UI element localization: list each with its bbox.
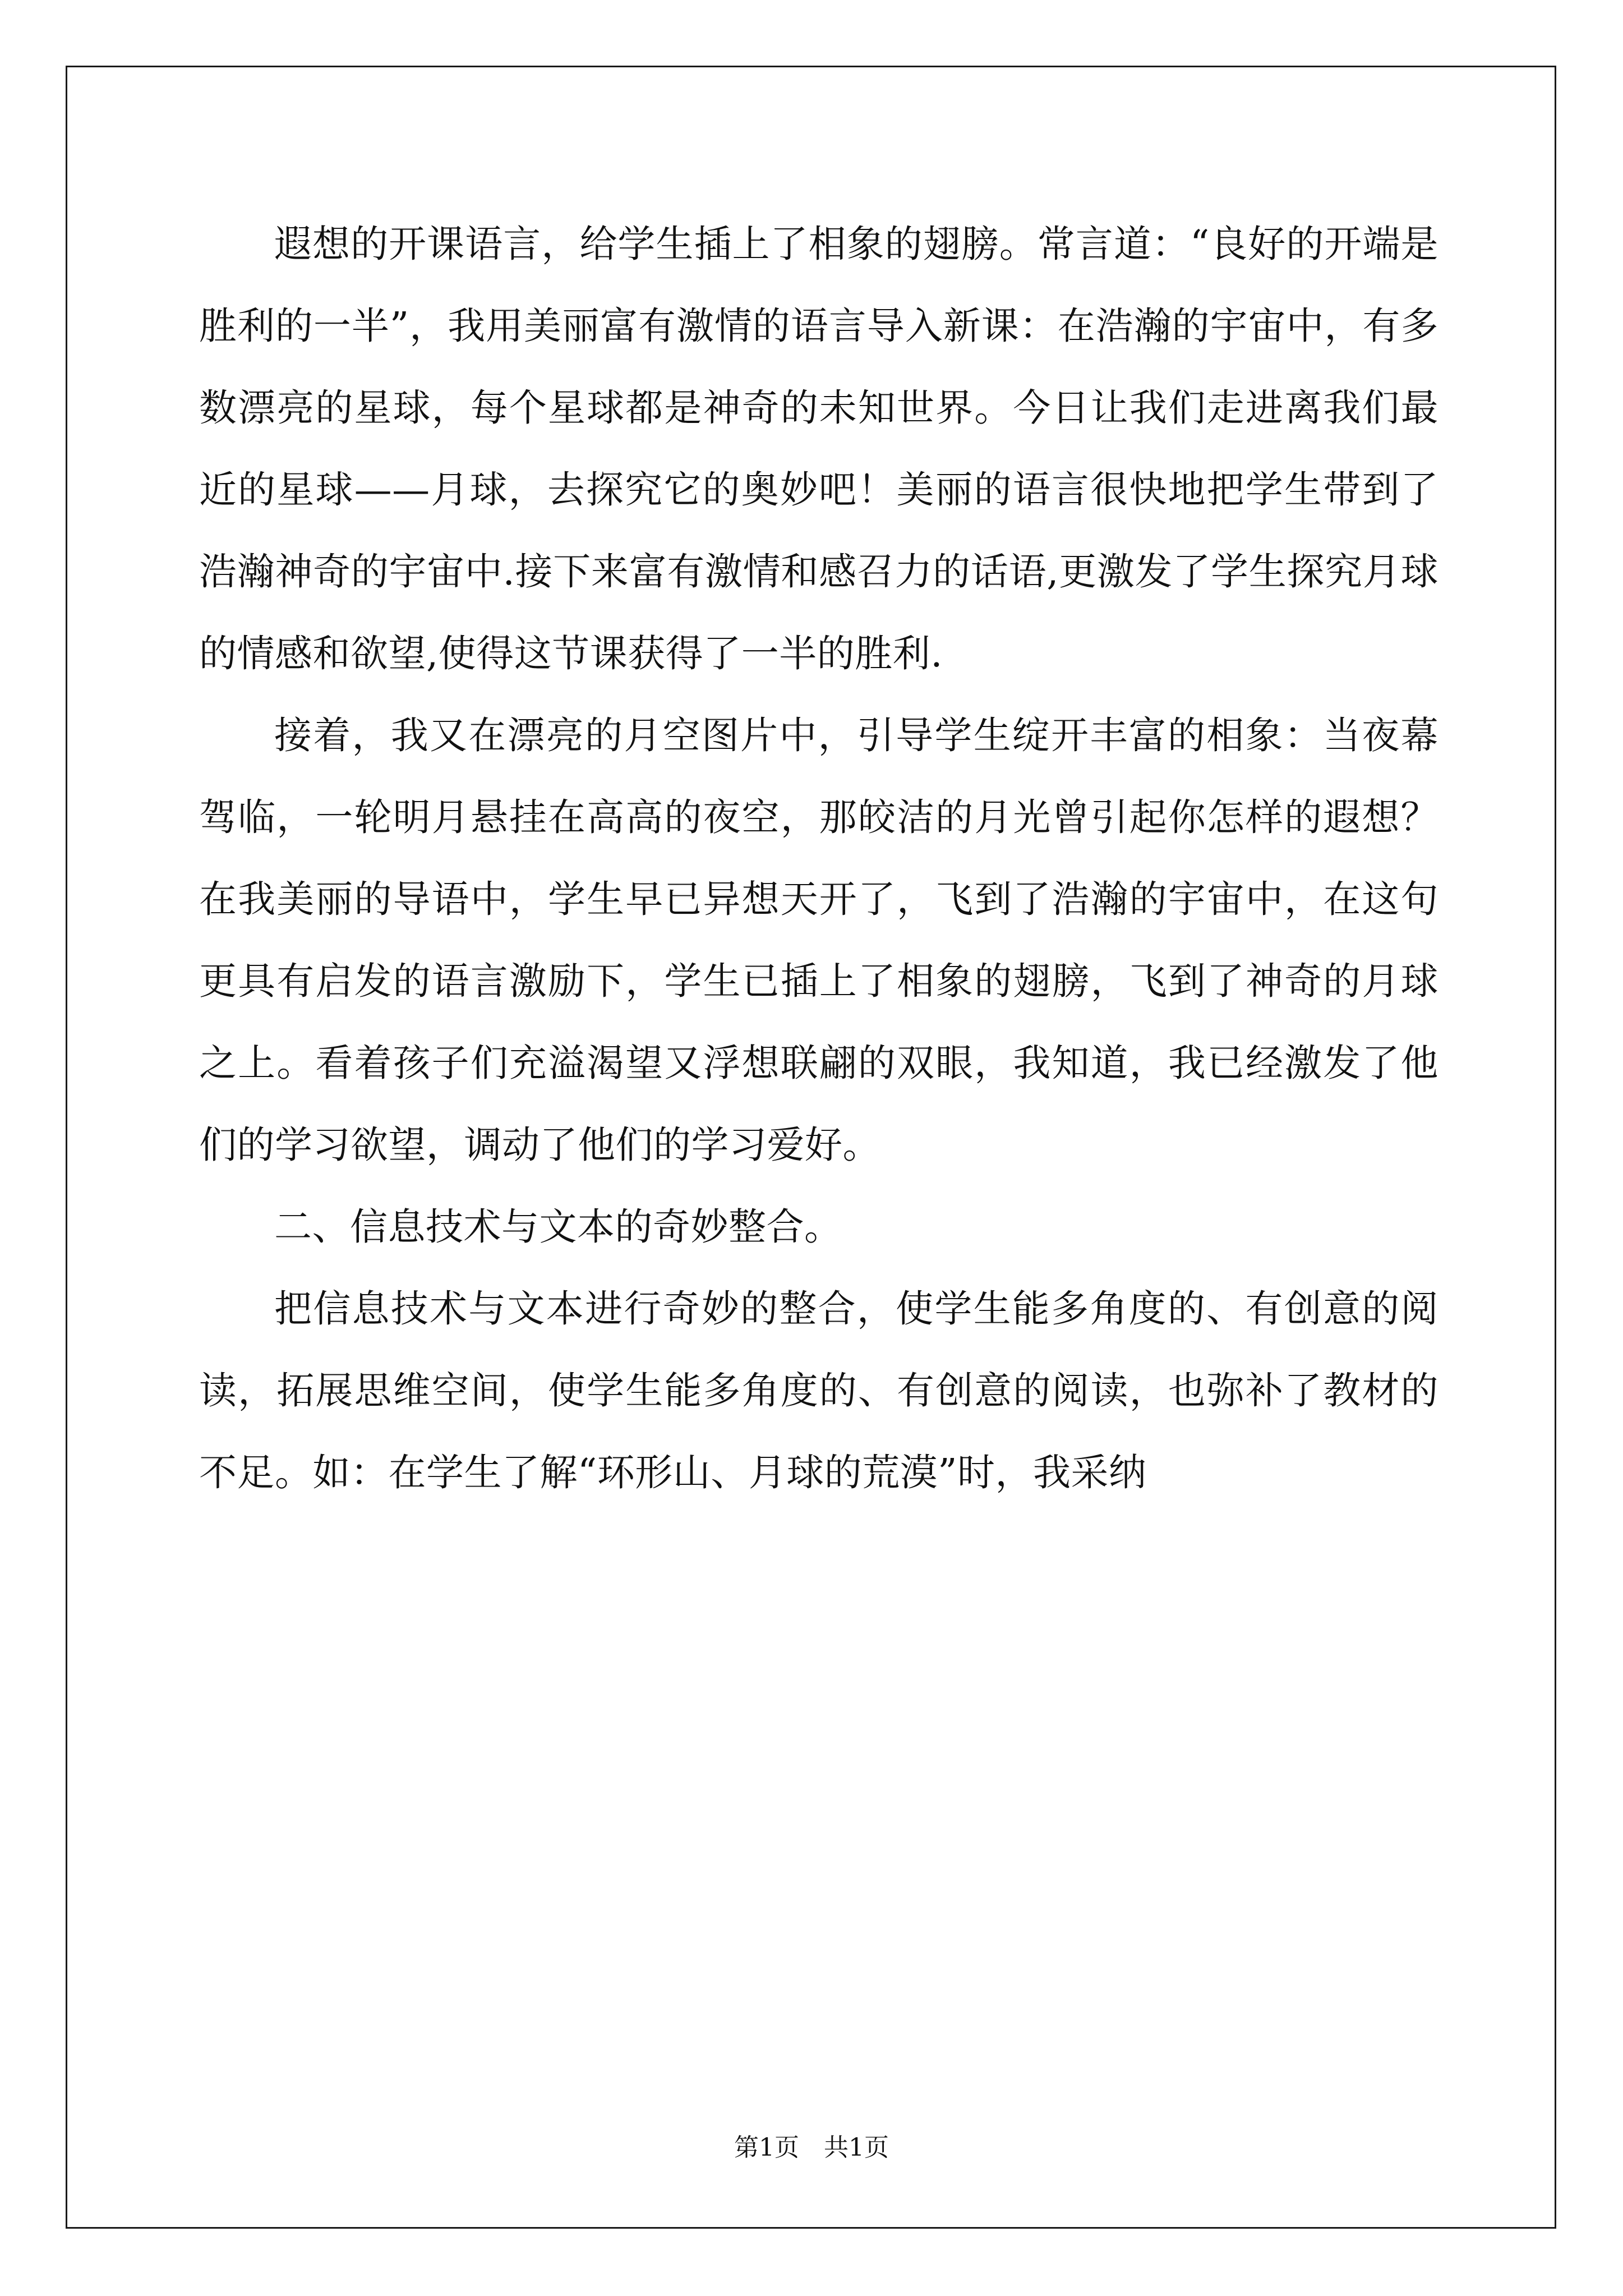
paragraph-3: 把信息技术与文本进行奇妙的整合，使学生能多角度的、有创意的阅读，拓展思维空间，使学生能多角度的、有创意的阅读，也弥补了教材的不足。如：在学生了解“环形山、月球的荒漠”时，我采纳 bbox=[199, 1287, 1438, 1494]
paragraph-2: 接着，我又在漂亮的月空图片中，引导学生绽开丰富的相象：当夜幕驾临，一轮明月悬挂在高高的夜空，那皎洁的月光曾引起你怎样的遐想？在我美丽的导语中，学生早已异想天开了，飞到了浩瀚的宇宙中，在这句更具有启发的语言激励下，学生已插上了相象的翅膀，飞到了神奇的月球之上。看着孩子们充溢渴望又浮想联翩的双眼，我知道，我已经激发了他们的学习欲望，调动了他们的学习爱好。 bbox=[199, 714, 1438, 1167]
section-heading: 二、信息技术与文本的奇妙整合。 bbox=[274, 1205, 842, 1249]
page-footer: 第1页 共1页 bbox=[734, 2133, 889, 2162]
paragraph-1: 遐想的开课语言，给学生插上了相象的翅膀。常言道：“良好的开端是胜利的一半”，我用美丽富有激情的语言导入新课：在浩瀚的宇宙中，有多数漂亮的星球，每个星球都是神奇的未知世界。今日让我们走进离我们最近的星球——月球，去探究它的奥妙吧！美丽的语言很快地把学生带到了浩瀚神奇的宇宙中.接下来富有激情和感召力的话语,更激发了学生探究月球的情感和欲望,使得这节课获得了一半的胜利. bbox=[199, 222, 1438, 675]
document-body bbox=[199, 203, 1438, 1513]
